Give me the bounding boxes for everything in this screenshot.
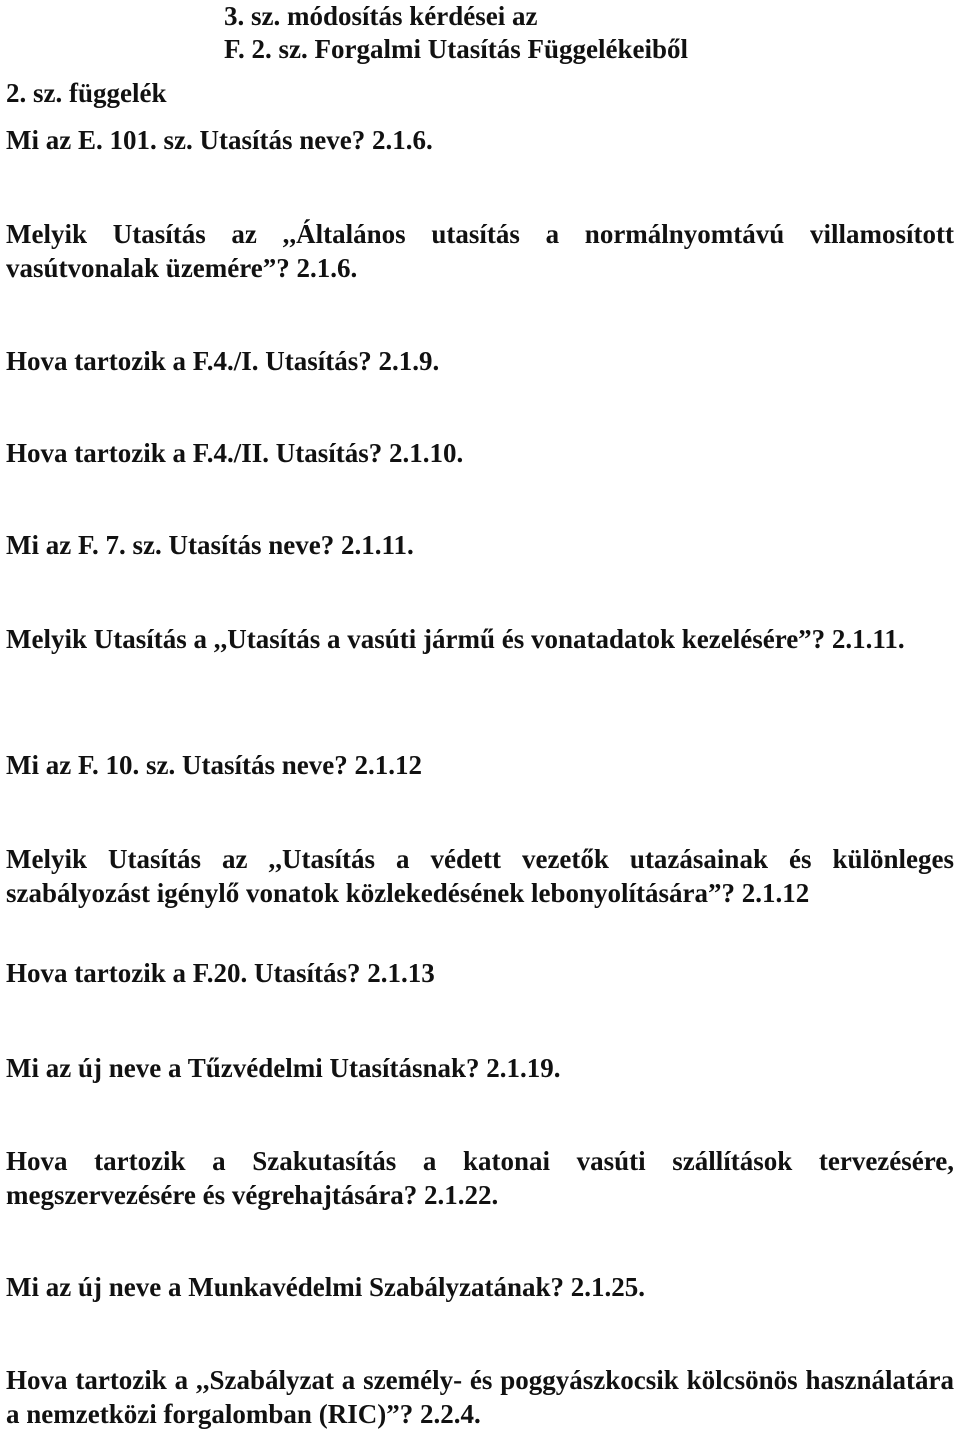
question-8: Melyik Utasítás az ,,Utasítás a védett vezetők utazásainak és különleges szabályozást igénylő vonatok közlekedésének lebonyolítására”? 2.1.12 <box>6 844 954 908</box>
question-9: Hova tartozik a F.20. Utasítás? 2.1.13 <box>6 958 435 988</box>
question-5: Mi az F. 7. sz. Utasítás neve? 2.1.11. <box>6 530 414 560</box>
question-2: Melyik Utasítás az ,,Általános utasítás a normálnyomtávú villamosított vasútvonalak üzemére”? 2.1.6. <box>6 219 954 283</box>
question-1: Mi az E. 101. sz. Utasítás neve? 2.1.6. <box>6 125 433 155</box>
question-11: Hova tartozik a Szakutasítás a katonai vasúti szállítások tervezésére, megszervezésére és végrehajtására? 2.1.22. <box>6 1146 954 1210</box>
appendix-title: 2. sz. függelék <box>6 78 167 108</box>
question-6: Melyik Utasítás a ,,Utasítás a vasúti jármű és vonatadatok kezelésére”? 2.1.11. <box>6 624 905 654</box>
question-3: Hova tartozik a F.4./I. Utasítás? 2.1.9. <box>6 346 440 376</box>
header-line-2: F. 2. sz. Forgalmi Utasítás Függelékeiből <box>224 34 688 64</box>
question-4: Hova tartozik a F.4./II. Utasítás? 2.1.10. <box>6 438 464 468</box>
question-7: Mi az F. 10. sz. Utasítás neve? 2.1.12 <box>6 750 422 780</box>
document-header <box>224 0 688 66</box>
question-10: Mi az új neve a Tűzvédelmi Utasításnak? 2.1.19. <box>6 1053 561 1083</box>
question-12: Mi az új neve a Munkavédelmi Szabályzatának? 2.1.25. <box>6 1272 645 1302</box>
question-13: Hova tartozik a ,,Szabályzat a személy- és poggyászkocsik kölcsönös használatára a nemzetközi forgalomban (RIC)”? 2.2.4. <box>6 1365 954 1429</box>
header-line-1: 3. sz. módosítás kérdései az <box>224 1 538 31</box>
